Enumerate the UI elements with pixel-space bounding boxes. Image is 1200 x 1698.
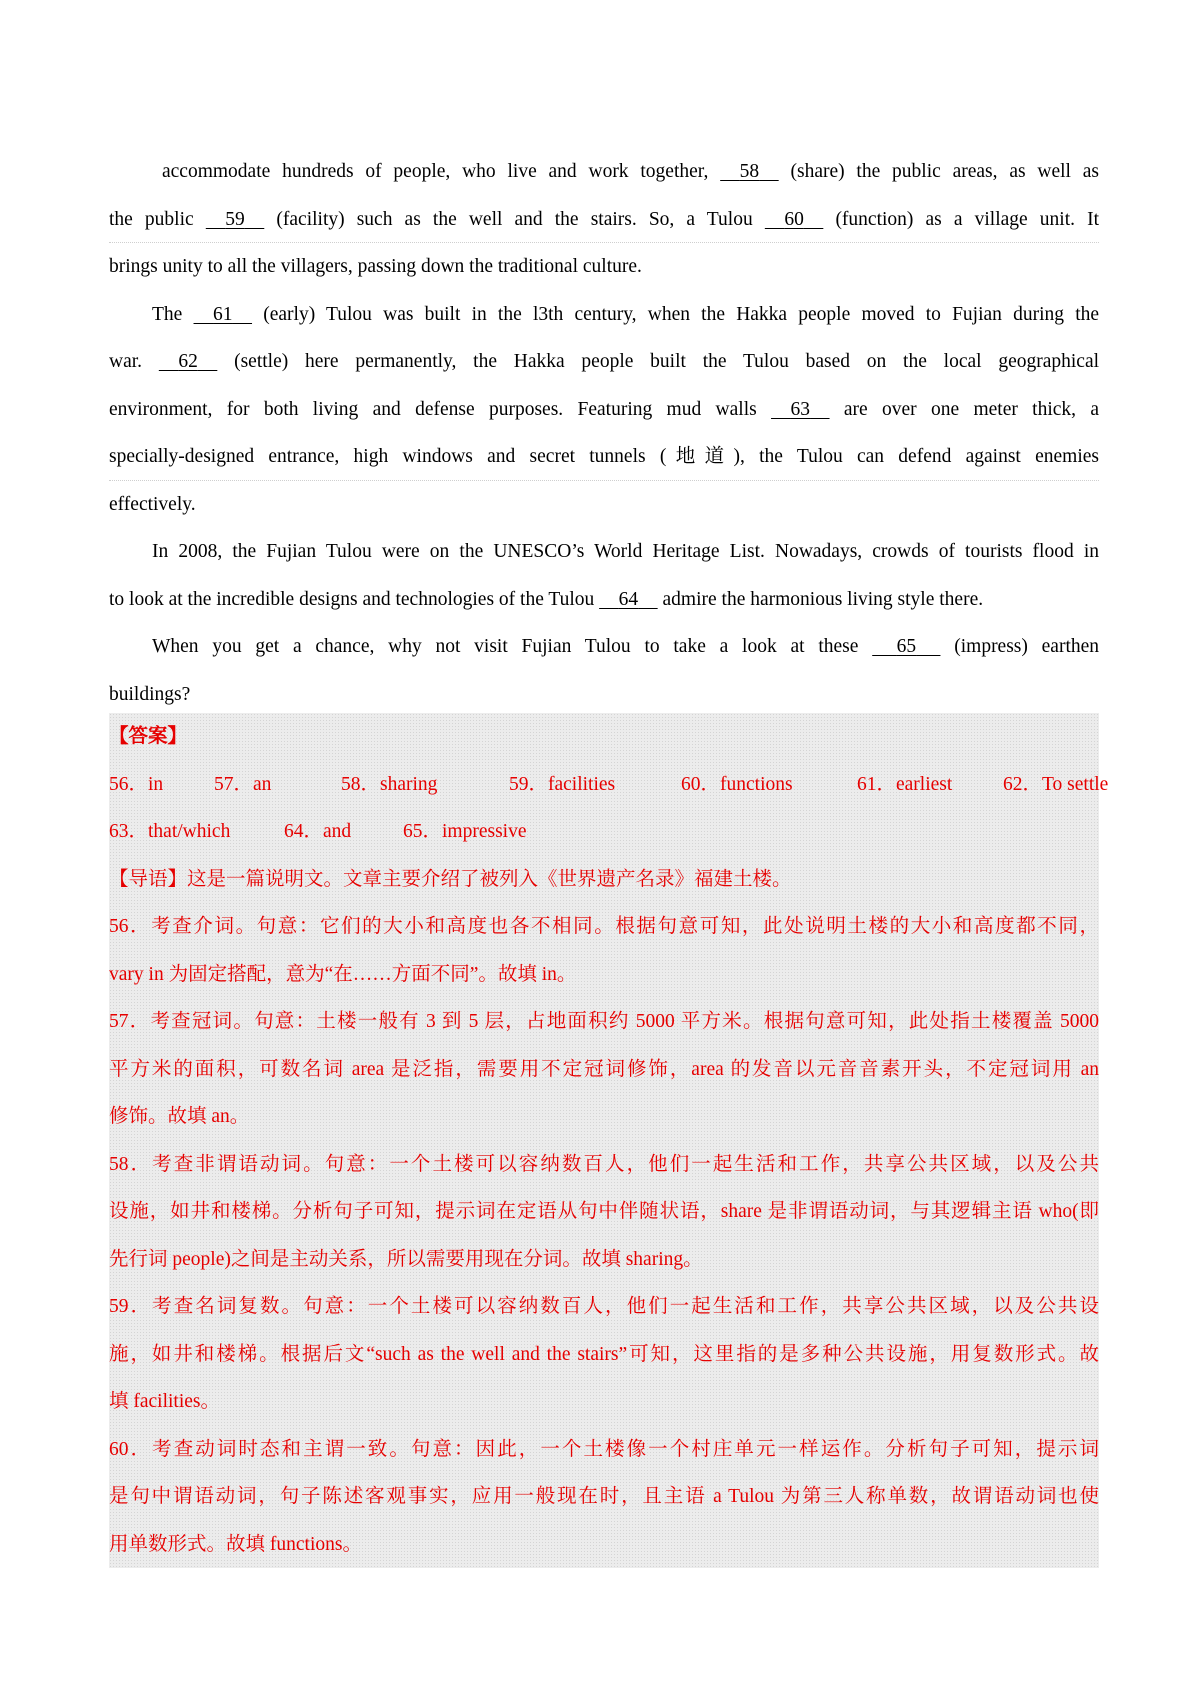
blank-59: 59 <box>225 208 245 230</box>
explanation-line: 60．考查动词时态和主谓一致。句意：因此，一个土楼像一个村庄单元一样运作。分析句子可知，提示词 <box>109 1438 1099 1460</box>
passage-line: The 61 (early) Tulou was built in the l3th century, when the Hakka people moved to Fujian during the <box>109 291 1099 339</box>
answer-intro: 【导语】这是一篇说明文。文章主要介绍了被列入《世界遗产名录》福建土楼。 <box>109 868 792 890</box>
blank-58: 58 <box>739 161 760 182</box>
answer-59: 59．facilities <box>509 773 616 795</box>
explanation-line: 先行词 people)之间是主动关系，所以需要用现在分词。故填 sharing。 <box>109 1248 703 1270</box>
blank-63: 63 <box>790 398 811 420</box>
passage-line: buildings? <box>109 683 191 705</box>
blank-60: 60 <box>784 208 804 230</box>
passage <box>109 148 1099 718</box>
answer-row <box>109 808 1099 856</box>
explanation-line: 施，如井和楼梯。根据后文“such as the well and the stairs”可知，这里指的是多种公共设施，用复数形式。故 <box>109 1343 1099 1365</box>
explanation-line: 用单数形式。故填 functions。 <box>109 1533 362 1555</box>
explanation-line: 填 facilities。 <box>109 1391 221 1412</box>
explanation-line: 58．考查非谓语动词。句意：一个土楼可以容纳数百人，他们一起生活和工作，共享公共区域，以及公共 <box>109 1153 1099 1175</box>
passage-line: In 2008, the Fujian Tulou were on the UNESCO’s World Heritage List. Nowadays, crowds of tourists flood in <box>152 541 1099 562</box>
explanation-line: 修饰。故填 an。 <box>109 1106 250 1127</box>
answer-65: 65．impressive <box>403 821 527 842</box>
passage-line: environment, for both living and defense purposes. Featuring mud walls 63 are over one meter thick, a <box>109 386 1099 434</box>
blank-61: 61 <box>213 303 233 325</box>
explanation-line: vary in 为固定搭配，意为“在……方面不同”。故填 in。 <box>109 963 577 985</box>
explanation-line: 57．考查冠词。句意：土楼一般有 3 到 5 层，占地面积约 5000 平方米。根据句意可知，此处指土楼覆盖 5000 <box>109 1011 1099 1032</box>
explanation-line: 是句中谓语动词，句子陈述客观事实，应用一般现在时，且主语 a Tulou 为第三人称单数，故谓语动词也使 <box>109 1486 1099 1507</box>
answer-62: 62．To settle <box>1003 773 1109 795</box>
passage-line: specially-designed entrance, high windows and secret tunnels (地道), the Tulou can defend against enemies <box>109 433 1099 481</box>
answer-section <box>109 713 1109 1568</box>
passage-line: accommodate hundreds of people, who live and work together, 58 (share) the public areas, as well as <box>109 148 1099 196</box>
answer-58: 58．sharing <box>341 773 438 795</box>
answer-60: 60．functions <box>681 773 793 795</box>
blank-64: 64 <box>618 588 639 610</box>
answer-64: 64．and <box>284 821 352 842</box>
passage-line: to look at the incredible designs and technologies of the Tulou 64 admire the harmonious living style there. <box>109 576 1099 624</box>
passage-line: When you get a chance, why not visit Fujian Tulou to take a look at these 65 (impress) earthen <box>109 623 1099 671</box>
answer-63: 63．that/which <box>109 821 231 842</box>
blank-62: 62 <box>178 351 198 372</box>
blank-65: 65 <box>896 636 917 657</box>
answer-56: 56．in <box>109 773 164 795</box>
answer-row <box>109 761 1109 809</box>
passage-line: effectively. <box>109 493 196 515</box>
answer-57: 57．an <box>214 773 272 795</box>
explanation-line: 56．考查介词。句意：它们的大小和高度也各不相同。根据句意可知，此处说明土楼的大小和高度都不同， <box>109 916 1099 937</box>
answer-heading: 【答案】 <box>109 726 188 747</box>
passage-line: brings unity to all the villagers, passing down the traditional culture. <box>109 256 642 277</box>
explanation-line: 59．考查名词复数。句意：一个土楼可以容纳数百人，他们一起生活和工作，共享公共区域，以及公共设 <box>109 1296 1099 1317</box>
explanation-line: 设施，如井和楼梯。分析句子可知，提示词在定语从句中伴随状语，share 是非谓语动词，与其逻辑主语 who(即 <box>109 1201 1099 1222</box>
passage-line: the public 59 (facility) such as the well and the stairs. So, a Tulou 60 (function) as a village unit. It <box>109 196 1099 244</box>
passage-line: war. 62 (settle) here permanently, the Hakka people built the Tulou based on the local geographical <box>109 338 1099 386</box>
answer-61: 61．earliest <box>857 773 953 795</box>
explanation-line: 平方米的面积，可数名词 area 是泛指，需要用不定冠词修饰，area 的发音以元音音素开头，不定冠词用 an <box>109 1058 1099 1080</box>
